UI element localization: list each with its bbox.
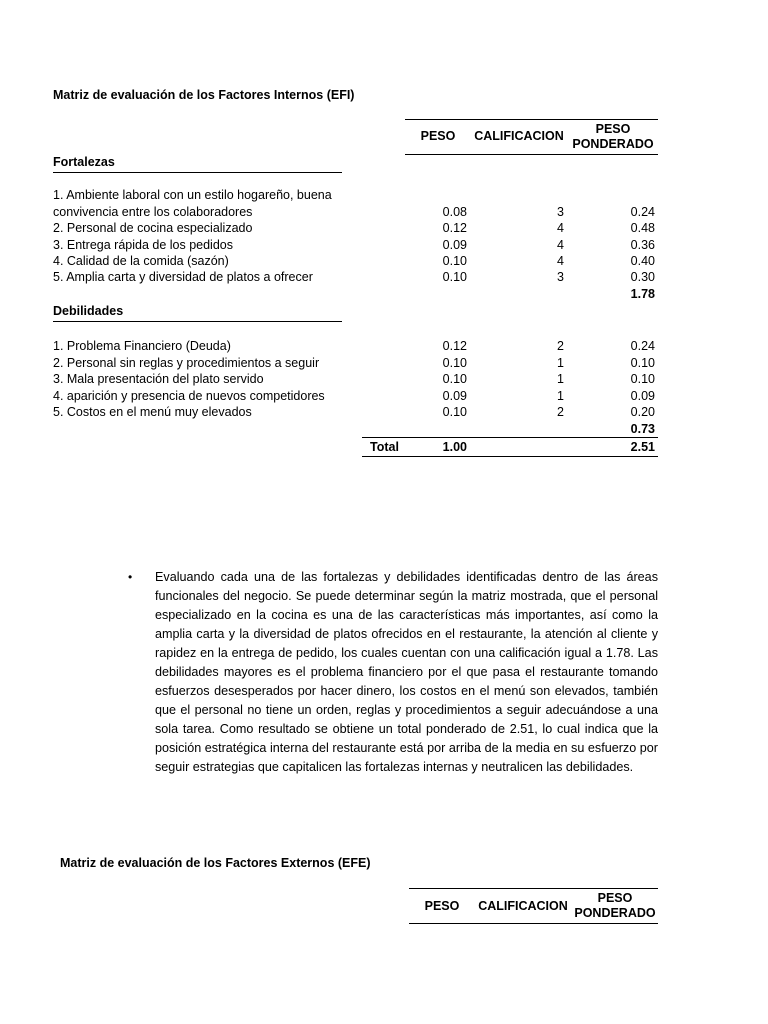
weakness-3-peso: 0.10 bbox=[442, 372, 467, 386]
weakness-2-line-1: 2. Personal sin reglas y procedimientos a seguir bbox=[53, 356, 320, 370]
efe-header-calificacion: CALIFICACION bbox=[478, 899, 568, 913]
weaknesses-underline bbox=[53, 321, 342, 322]
weakness-5-ponderado: 0.20 bbox=[630, 405, 655, 419]
strength-2-peso: 0.12 bbox=[442, 221, 467, 235]
strength-1-calificacion: 3 bbox=[557, 205, 564, 219]
weaknesses-subtotal: 0.73 bbox=[630, 422, 655, 436]
strengths-subtotal: 1.78 bbox=[630, 287, 655, 301]
efe-header-top-rule bbox=[409, 888, 658, 889]
weakness-4-ponderado: 0.09 bbox=[630, 389, 655, 403]
strength-5-line-1: 5. Amplia carta y diversidad de platos a ofrecer bbox=[53, 270, 313, 284]
weakness-1-line-1: 1. Problema Financiero (Deuda) bbox=[53, 339, 231, 353]
weakness-4-peso: 0.09 bbox=[442, 389, 467, 403]
weakness-3-line-1: 3. Mala presentación del plato servido bbox=[53, 372, 264, 386]
strength-4-calificacion: 4 bbox=[557, 254, 564, 268]
weakness-1-calificacion: 2 bbox=[557, 339, 564, 353]
total-label: Total bbox=[370, 440, 399, 454]
weakness-1-peso: 0.12 bbox=[442, 339, 467, 353]
strength-3-peso: 0.09 bbox=[442, 238, 467, 252]
efi-header-peso-ponderado bbox=[570, 122, 656, 152]
weakness-1-ponderado: 0.24 bbox=[630, 339, 655, 353]
strength-5-peso: 0.10 bbox=[442, 270, 467, 284]
total-ponderado: 2.51 bbox=[630, 440, 655, 454]
strengths-label: Fortalezas bbox=[53, 155, 115, 169]
strength-3-ponderado: 0.36 bbox=[630, 238, 655, 252]
total-top-rule bbox=[362, 437, 658, 438]
strengths-underline bbox=[53, 172, 342, 173]
weakness-2-peso: 0.10 bbox=[442, 356, 467, 370]
weakness-5-peso: 0.10 bbox=[442, 405, 467, 419]
strength-3-calificacion: 4 bbox=[557, 238, 564, 252]
weakness-5-line-1: 5. Costos en el menú muy elevados bbox=[53, 405, 252, 419]
weakness-2-calificacion: 1 bbox=[557, 356, 564, 370]
weakness-4-line-1: 4. aparición y presencia de nuevos competidores bbox=[53, 389, 325, 403]
efi-header-peso: PESO bbox=[420, 129, 456, 143]
strength-5-ponderado: 0.30 bbox=[630, 270, 655, 284]
weaknesses-label: Debilidades bbox=[53, 304, 124, 318]
strength-5-calificacion: 3 bbox=[557, 270, 564, 284]
analysis-bullet: • bbox=[128, 570, 133, 584]
efi-header-calificacion: CALIFICACION bbox=[474, 129, 564, 143]
strength-4-ponderado: 0.40 bbox=[630, 254, 655, 268]
efe-header-ponderado-line-2: PONDERADO bbox=[574, 906, 656, 920]
efe-header-peso: PESO bbox=[424, 899, 460, 913]
strength-2-ponderado: 0.48 bbox=[630, 221, 655, 235]
weakness-3-ponderado: 0.10 bbox=[630, 372, 655, 386]
weakness-4-calificacion: 1 bbox=[557, 389, 564, 403]
weakness-2-ponderado: 0.10 bbox=[630, 356, 655, 370]
efi-header-bottom-rule bbox=[405, 154, 658, 155]
efi-header-ponderado-line-1: PESO bbox=[595, 122, 631, 136]
strength-1-line-1: 1. Ambiente laboral con un estilo hogareño, buena bbox=[53, 188, 332, 202]
efi-header-top-rule bbox=[405, 119, 658, 120]
efe-header-peso-ponderado bbox=[572, 891, 658, 921]
total-bottom-rule bbox=[362, 456, 658, 457]
strength-2-calificacion: 4 bbox=[557, 221, 564, 235]
total-peso: 1.00 bbox=[442, 440, 467, 454]
analysis-paragraph: Evaluando cada una de las fortalezas y debilidades identificadas dentro de las áreas funcionales del negocio. Se puede determinar según la matriz mostrada, que el personal especializado en la cocina es una de las características más importantes, así como la amplia carta y la diversidad de platos ofrecidos en el restaurante, la atención al cliente y rapidez en la entrega de pedido, los cuales cuentan con una calificación igual a 1.78. Las debilidades mayores es el problema financiero por el que pasa el restaurante tomando esfuerzos desesperados por hacer dinero, los costos en el menú son elevados, también que el personal no tiene un orden, reglas y procedimientos a seguir adecuándose a una sola tarea. Como resultado se obtiene un total ponderado de 2.51, lo cual indica que la posición estratégica interna del restaurante está por arriba de la media en su esfuerzo por seguir estrategias que capitalicen las fortalezas internas y neutralicen las debilidades. bbox=[155, 570, 658, 774]
strength-2-line-1: 2. Personal de cocina especializado bbox=[53, 221, 253, 235]
efe-title: Matriz de evaluación de los Factores Externos (EFE) bbox=[60, 856, 371, 870]
efi-title: Matriz de evaluación de los Factores Internos (EFI) bbox=[53, 88, 355, 102]
strength-4-peso: 0.10 bbox=[442, 254, 467, 268]
weakness-5-calificacion: 2 bbox=[557, 405, 564, 419]
strength-3-line-1: 3. Entrega rápida de los pedidos bbox=[53, 238, 233, 252]
strength-4-line-1: 4. Calidad de la comida (sazón) bbox=[53, 254, 229, 268]
efi-header-ponderado-line-2: PONDERADO bbox=[572, 137, 654, 151]
strength-1-line-2: convivencia entre los colaboradores bbox=[53, 205, 253, 219]
strength-1-ponderado: 0.24 bbox=[630, 205, 655, 219]
efe-header-bottom-rule bbox=[409, 923, 658, 924]
weakness-3-calificacion: 1 bbox=[557, 372, 564, 386]
efe-header-ponderado-line-1: PESO bbox=[597, 891, 633, 905]
strength-1-peso: 0.08 bbox=[442, 205, 467, 219]
